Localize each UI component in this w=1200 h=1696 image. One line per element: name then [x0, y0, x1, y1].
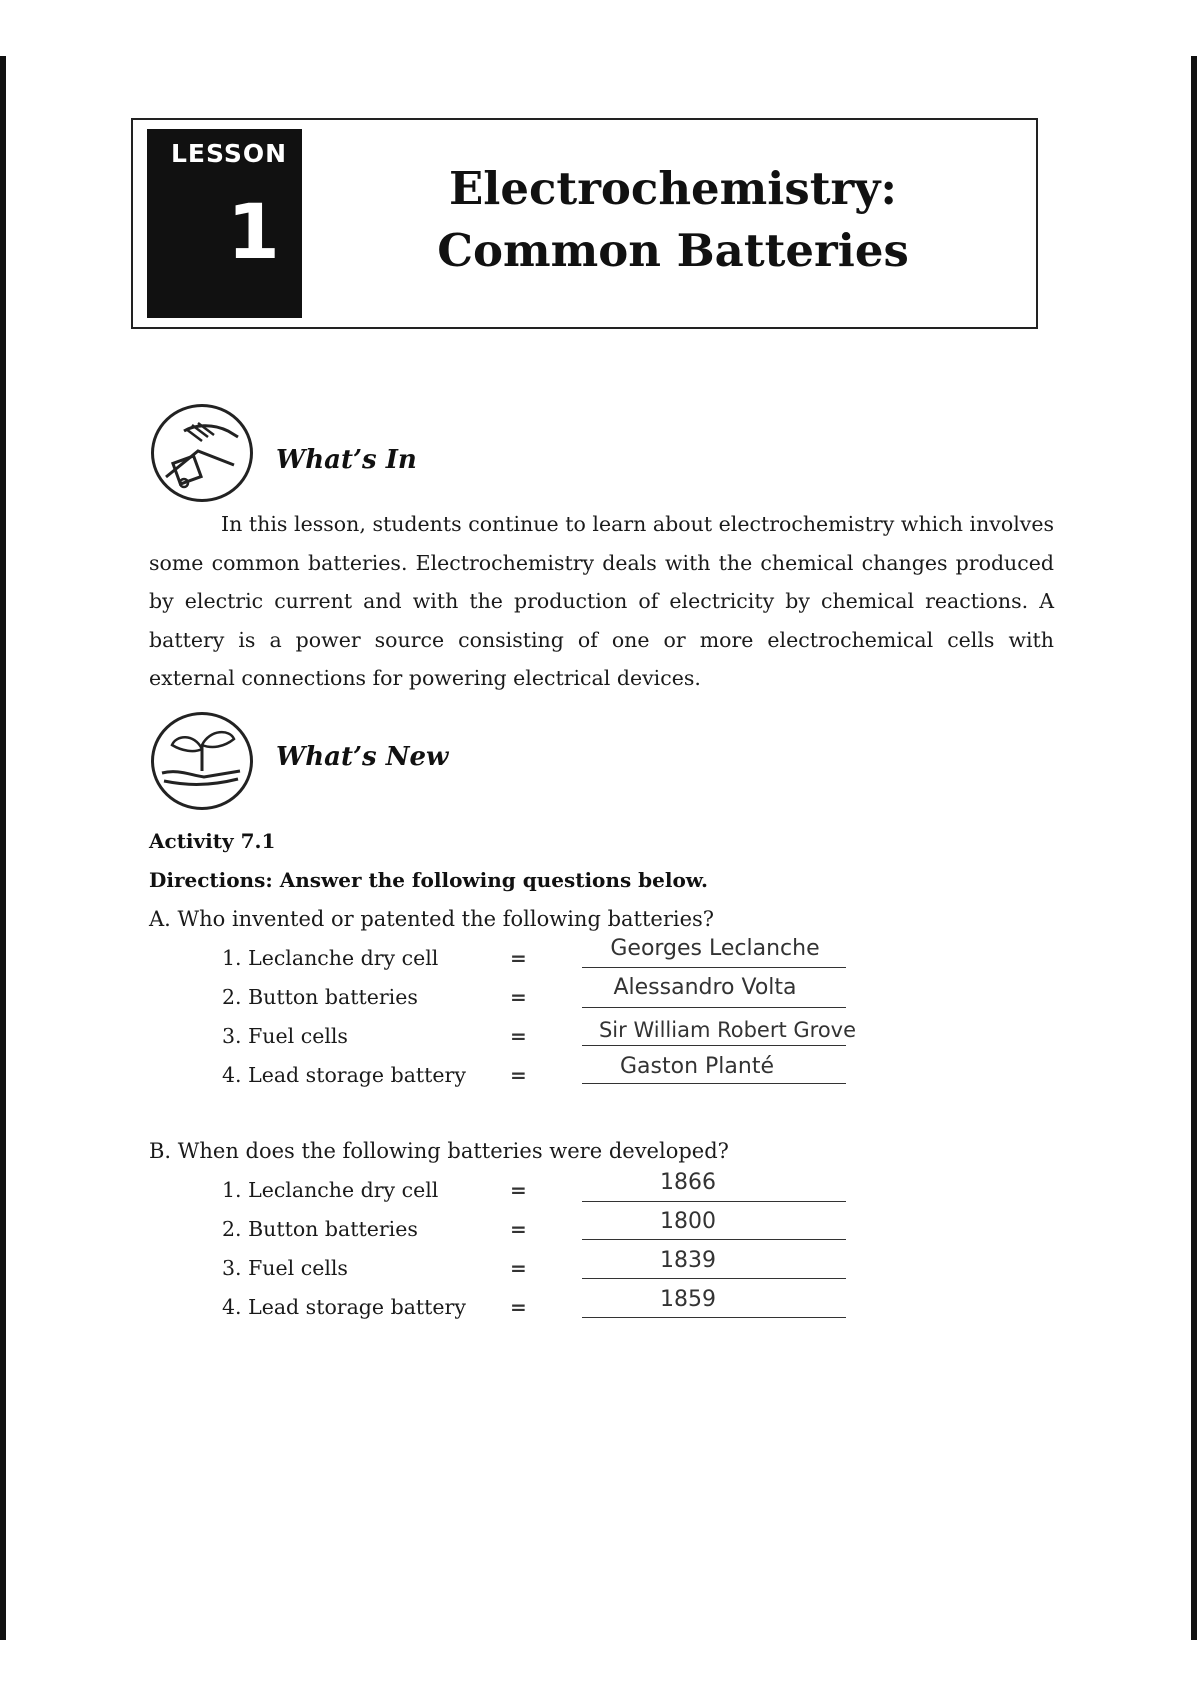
part-a-answer-line-2: [582, 1007, 846, 1008]
whats-in-paragraph: In this lesson, students continue to learn about electrochemistry which involves some common batteries. Electrochemistry deals with the chemical changes produced by electric current and with the production of electricity by chemical reactions. A battery is a power source consisting of one or more electrochemical cells with external connections for powering electrical devices.: [149, 512, 1054, 690]
part-a-answer-line-3: [582, 1045, 846, 1046]
lesson-number: 1: [227, 187, 280, 276]
part-b-answer-line-2: [582, 1239, 846, 1240]
part-b-item-4-equals: =: [510, 1295, 527, 1319]
part-a-item-3-label: 3. Fuel cells: [222, 1024, 348, 1048]
hand-puzzle-icon: [151, 404, 253, 502]
part-a-answer-line-1: [582, 967, 846, 968]
part-b-item-3-label: 3. Fuel cells: [222, 1256, 348, 1280]
part-b-item-1-label: 1. Leclanche dry cell: [222, 1178, 439, 1202]
part-b-answer-3: 1839: [660, 1248, 716, 1273]
part-b-answer-line-4: [582, 1317, 846, 1318]
lesson-label: LESSON: [171, 139, 288, 168]
part-b-item-2-label: 2. Button batteries: [222, 1217, 418, 1241]
whats-new-heading: What’s New: [276, 742, 449, 772]
whats-in-heading: What’s In: [276, 445, 417, 475]
part-a-item-1-equals: =: [510, 946, 527, 970]
part-a-item-2-label: 2. Button batteries: [222, 985, 418, 1009]
page-title: [393, 158, 953, 282]
part-b-answer-1: 1866: [660, 1170, 716, 1195]
question-b: B. When does the following batteries were developed?: [149, 1139, 729, 1163]
part-a-answer-4: Gaston Planté: [620, 1054, 774, 1079]
part-b-answer-2: 1800: [660, 1209, 716, 1234]
lesson-header: [131, 118, 1038, 329]
directions-text: Directions: Answer the following questions below.: [149, 868, 708, 892]
part-b-item-2-equals: =: [510, 1217, 527, 1241]
part-a-answer-1: Georges Leclanche: [610, 936, 820, 961]
part-a-answer-3: Sir William Robert Grove: [598, 1018, 857, 1042]
part-b-answer-4: 1859: [660, 1287, 716, 1312]
question-a: A. Who invented or patented the following batteries?: [149, 907, 715, 931]
part-a-item-3-equals: =: [510, 1024, 527, 1048]
part-b-item-3-equals: =: [510, 1256, 527, 1280]
title-line-2: Common Batteries: [437, 224, 909, 277]
part-a-answer-line-4: [582, 1083, 846, 1084]
part-b-answer-line-1: [582, 1201, 846, 1202]
lesson-badge: [147, 129, 302, 318]
part-b-item-4-label: 4. Lead storage battery: [222, 1295, 466, 1319]
part-a-answer-2: Alessandro Volta: [613, 975, 797, 1000]
part-a-item-2-equals: =: [510, 985, 527, 1009]
page-edge-right: [1191, 56, 1197, 1640]
part-a-item-4-equals: =: [510, 1063, 527, 1087]
activity-label: Activity 7.1: [149, 829, 276, 853]
hand-seedling-icon: [151, 712, 253, 810]
part-a-item-1-label: 1. Leclanche dry cell: [222, 946, 439, 970]
page-edge-left: [0, 56, 6, 1640]
part-b-answer-line-3: [582, 1278, 846, 1279]
part-a-item-4-label: 4. Lead storage battery: [222, 1063, 466, 1087]
part-b-item-1-equals: =: [510, 1178, 527, 1202]
title-line-1: Electrochemistry:: [449, 162, 897, 215]
